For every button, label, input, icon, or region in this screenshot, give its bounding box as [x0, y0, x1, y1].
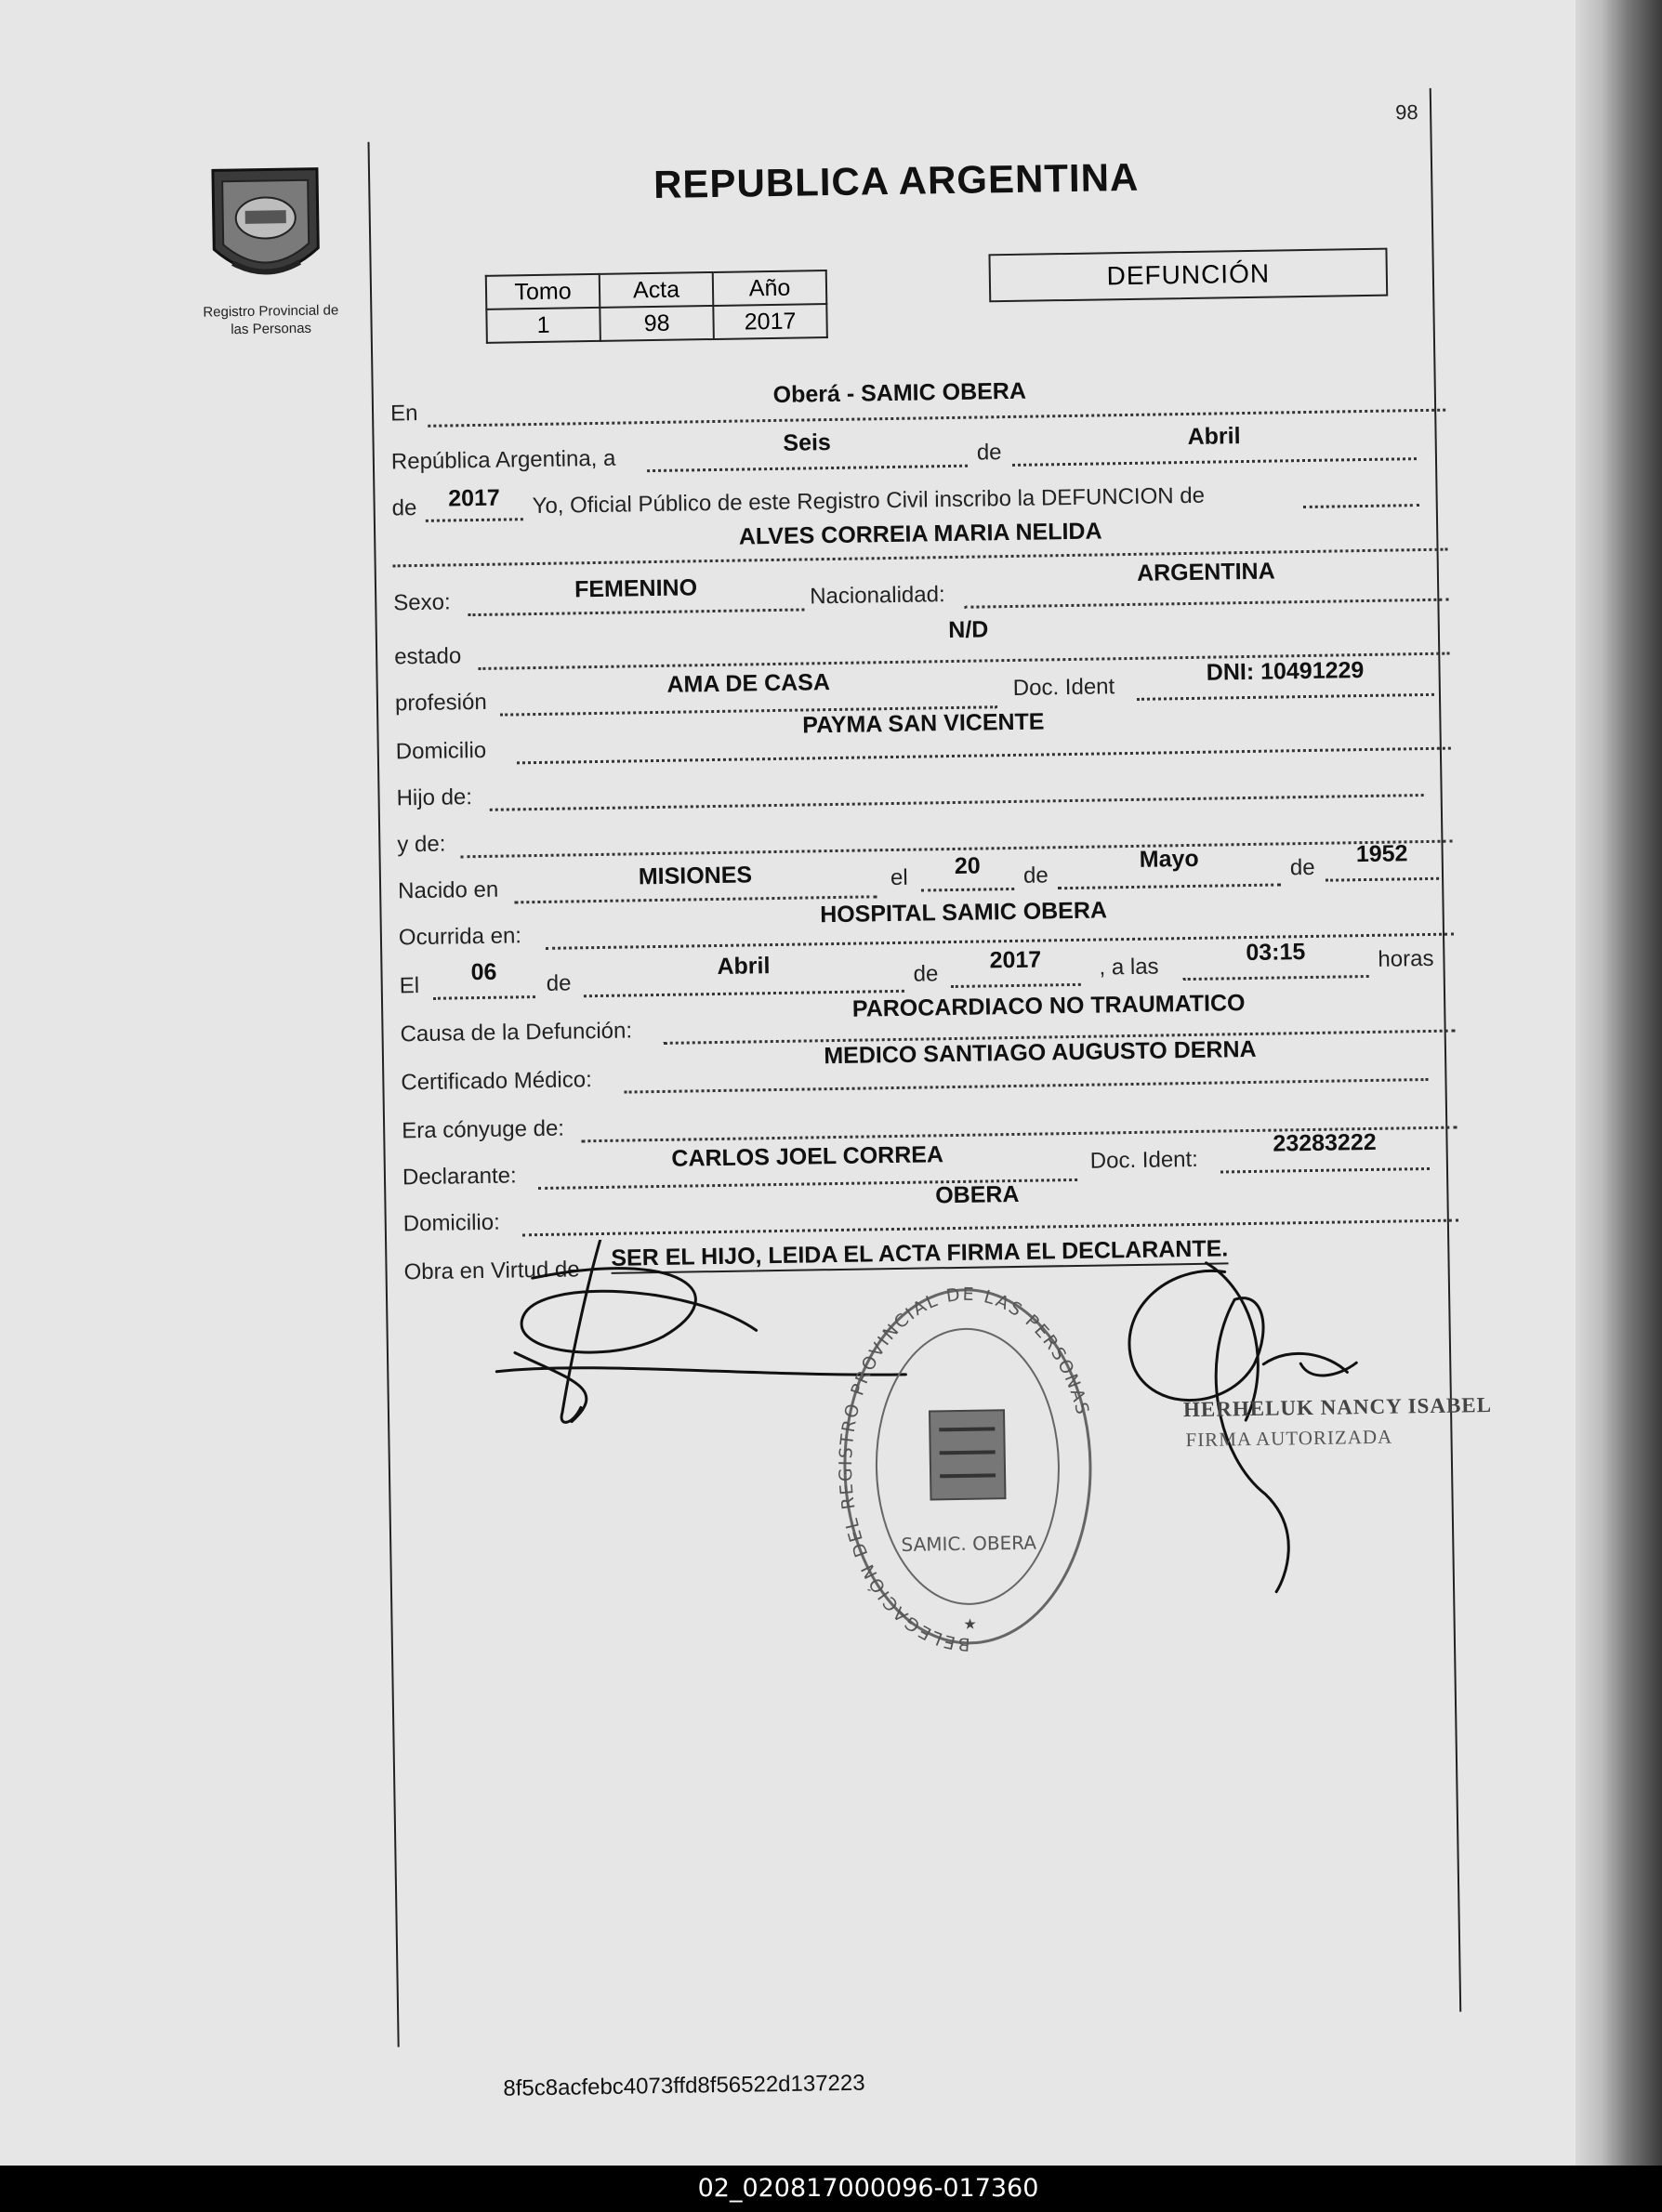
oficial-line: [1303, 504, 1419, 508]
province-emblem-icon: [204, 159, 328, 291]
obra-label: Obra en Virtud de: [403, 1257, 580, 1285]
ocurrida-value: HOSPITAL SAMIC OBERA: [819, 897, 1108, 928]
estado-value: N/D: [948, 616, 989, 644]
def-dia-line: [433, 995, 535, 1000]
nac-mes-line: [1058, 883, 1281, 889]
domicilio2-line: [522, 1219, 1458, 1237]
obra-value: SER EL HIJO, LEIDA EL ACTA FIRMA EL DECLARANTE.: [611, 1235, 1228, 1273]
estado-label: estado: [393, 643, 462, 670]
alas-label: , a las: [1099, 954, 1159, 981]
yde-label: y de:: [397, 831, 446, 858]
record-table: [485, 270, 828, 344]
year-line: [426, 518, 523, 522]
month-line: [1012, 457, 1417, 467]
declarante-label: Declarante:: [402, 1163, 517, 1191]
stamp-star-icon: ★: [963, 1616, 977, 1633]
record-table-header: Año: [713, 270, 827, 306]
hora-value: 03:15: [1246, 939, 1306, 967]
record-table-header: Acta: [600, 272, 714, 308]
de2-label: de: [391, 495, 417, 521]
nac-mes-value: Mayo: [1139, 845, 1199, 873]
doc2-line: [1220, 1167, 1430, 1174]
day-line: [647, 465, 968, 472]
profesion-label: profesión: [394, 689, 487, 717]
doc-line: [1137, 693, 1434, 701]
nacionalidad-label: Nacionalidad:: [810, 582, 945, 610]
certificado-line: [625, 1078, 1429, 1094]
year-value: 2017: [447, 484, 501, 512]
def-dia-value: 06: [470, 958, 497, 986]
right-margin-line: [1430, 88, 1462, 2012]
place-value: Oberá - SAMIC OBERA: [772, 377, 1027, 408]
doc2-value: 23283222: [1273, 1128, 1377, 1157]
nacido-value: MISIONES: [638, 862, 753, 890]
sexo-line: [468, 608, 804, 616]
month-value: Abril: [1187, 423, 1241, 450]
doc2-label: Doc. Ident:: [1089, 1146, 1199, 1174]
authorized-signature: [1113, 1250, 1453, 1600]
nacido-label: Nacido en: [397, 876, 499, 904]
certificado-value: MEDICO SANTIAGO AUGUSTO DERNA: [824, 1035, 1257, 1070]
hijo-line: [490, 794, 1424, 811]
hora-line: [1183, 975, 1369, 981]
authorized-role: FIRMA AUTORIZADA: [1185, 1425, 1393, 1452]
def-anio-value: 2017: [989, 946, 1042, 974]
republica-label: República Argentina, a: [390, 445, 616, 475]
authorized-name: HERHELUK NANCY ISABEL: [1182, 1392, 1493, 1422]
nac-anio-value: 1952: [1355, 840, 1408, 868]
registry-label-line1: Registro Provincial de: [203, 302, 339, 321]
registry-label-line2: las Personas: [231, 320, 312, 338]
en-label: En: [389, 400, 418, 427]
de3-label: de: [1022, 862, 1049, 889]
domicilio2-value: OBERA: [934, 1180, 1020, 1209]
domicilio2-label: Domicilio:: [402, 1209, 500, 1237]
registry-label: [173, 301, 369, 339]
doc-value: DNI: 10491229: [1206, 657, 1365, 686]
certificado-label: Certificado Médico:: [401, 1067, 592, 1096]
left-margin-line: [367, 142, 399, 2047]
hijo-label: Hijo de:: [396, 784, 473, 811]
day-value: Seis: [783, 429, 832, 456]
El-label: El: [399, 973, 420, 999]
document-id-bar: [0, 2166, 1662, 2212]
record-table-cell: 2017: [713, 304, 827, 339]
stamp-ring-text: BELEGACIÓN DEL REGISTRO PROVINCIAL DE LAS PERSONAS: [835, 1284, 1094, 1655]
record-type-box: DEFUNCIÓN: [988, 248, 1388, 303]
def-anio-line: [951, 983, 1081, 988]
declarante-value: CARLOS JOEL CORREA: [671, 1141, 944, 1172]
official-stamp: [835, 1279, 1101, 1654]
causa-value: PAROCARDIACO NO TRAUMATICO: [851, 990, 1246, 1022]
de6-label: de: [913, 961, 939, 987]
deceased-name: ALVES CORREIA MARIA NELIDA: [738, 518, 1102, 550]
def-mes-value: Abril: [717, 953, 771, 980]
profesion-value: AMA DE CASA: [666, 669, 831, 698]
stamp-center-text: SAMIC. OBERA: [901, 1531, 1037, 1556]
sexo-value: FEMENINO: [574, 574, 698, 603]
ocurrida-label: Ocurrida en:: [398, 923, 522, 951]
causa-label: Causa de la Defunción:: [400, 1018, 633, 1047]
domicilio-label: Domicilio: [395, 737, 487, 765]
page-title: REPUBLICA ARGENTINA: [653, 154, 1140, 206]
nac-dia-value: 20: [954, 852, 981, 879]
el-label: el: [890, 864, 908, 891]
record-table-cell: 1: [486, 308, 600, 343]
horas-label: horas: [1378, 945, 1434, 972]
record-table-header-row: [486, 270, 827, 309]
doc-label: Doc. Ident: [1012, 674, 1115, 701]
record-table-header: Tomo: [486, 274, 600, 309]
conyuge-label: Era cónyuge de:: [401, 1115, 565, 1144]
de-label: de: [976, 440, 1002, 466]
sexo-label: Sexo:: [393, 589, 451, 616]
domicilio-value: PAYMA SAN VICENTE: [802, 708, 1045, 739]
oficial-text: Yo, Oficial Público de este Registro Civil inscribo la DEFUNCION de: [532, 482, 1206, 520]
nacionalidad-line: [964, 599, 1448, 609]
domicilio-line: [517, 747, 1451, 765]
nac-anio-line: [1326, 877, 1439, 882]
record-table-value-row: [486, 304, 827, 343]
nacionalidad-value: ARGENTINA: [1136, 558, 1275, 586]
de4-label: de: [1289, 854, 1315, 881]
de5-label: de: [546, 970, 572, 996]
page-number: 98: [1394, 100, 1418, 125]
nac-dia-line: [921, 888, 1014, 892]
document-hash: 8f5c8acfebc4073ffd8f56522d137223: [503, 2070, 865, 2101]
record-table-cell: 98: [600, 306, 714, 341]
document-id: 02_020817000096-017360: [697, 2174, 1039, 2203]
